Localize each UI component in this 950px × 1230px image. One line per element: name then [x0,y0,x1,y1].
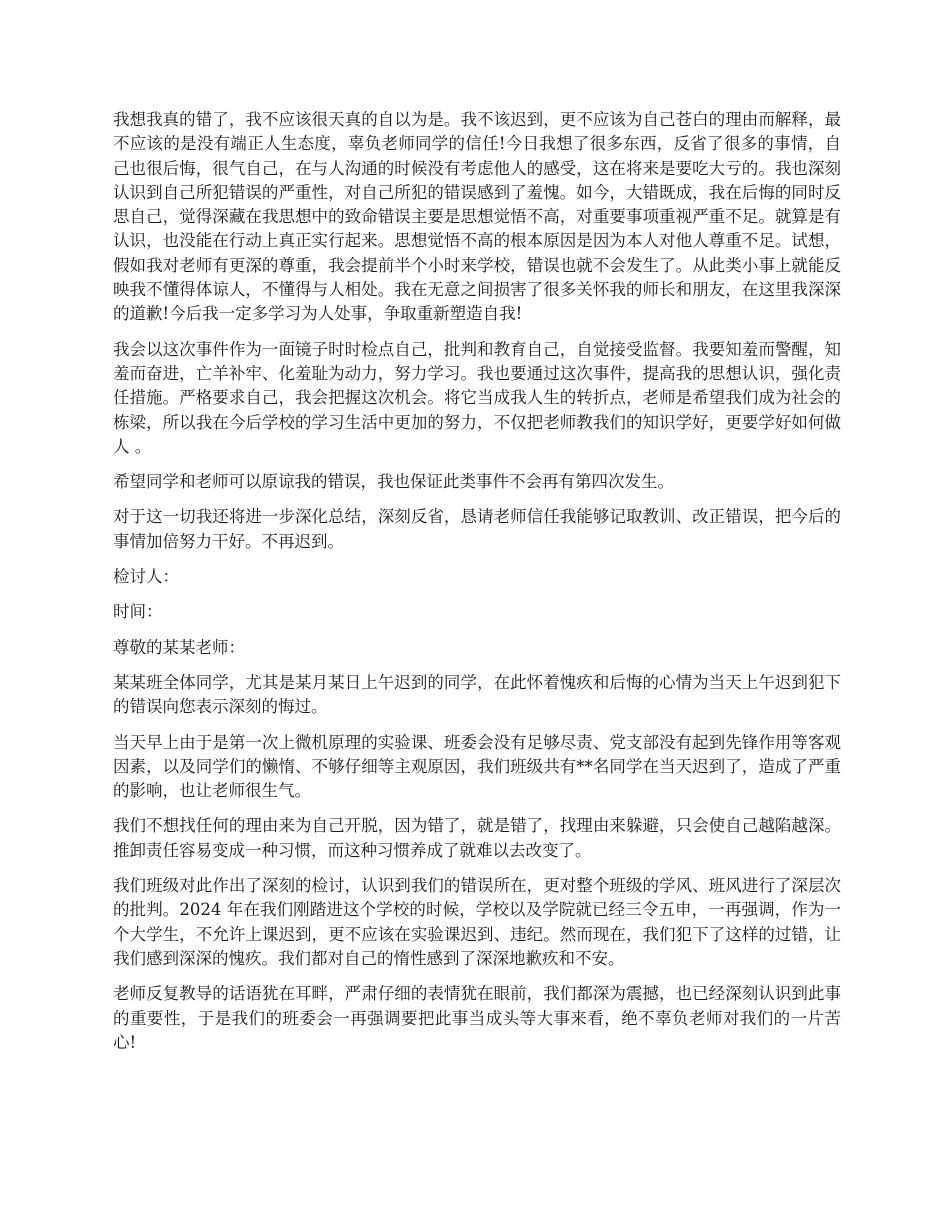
paragraph-forgiveness-request: 希望同学和老师可以原谅我的错误，我也保证此类事件不会再有第四次发生。 [113,472,674,492]
signature-label: 检讨人： [113,567,179,587]
paragraph-commitment: 老师反复教导的话语犹在耳畔，严肃仔细的表情犹在眼前，我们都深为震撼，也已经深刻认识到此事的重要性，于是我们的班委会一再强调要把此事当成头等大事来看，绝不辜负老师对我们的一片苦心! [113,984,841,1052]
paragraph-self-improvement: 我会以这次事件作为一面镜子时时检点自己，批判和教育自己，自觉接受监督。我要知羞而警醒，知羞而奋进，亡羊补牢、化羞耻为动力，努力学习。我也要通过这次事件，提高我的思想认识，强化责任措施。严格要求自己，我会把握这次机会。将它当成我人生的转折点，老师是希望我们成为社会的栋梁，所以我在今后学校的学习生活中更加的努力，不仅把老师教我们的知识学好，更要学好如何做人 。 [113,339,841,456]
paragraph-apology-reflection: 我想我真的错了，我不应该很天真的自以为是。我不该迟到，更不应该为自己苍白的理由而解释，最不应该的是没有端正人生态度，辜负老师同学的信任!今日我想了很多东西，反省了很多的事情，自己也很后悔，很气自己，在与人沟通的时候没有考虑他人的感受，这在将来是要吃大亏的。我也深刻认识到自己所犯错误的严重性，对自己所犯的错误感到了羞愧。如今，大错既成，我在后悔的同时反思自己，觉得深藏在我思想中的致命错误主要是思想觉悟不高，对重要事项重视严重不足。就算是有认识，也没能在行动上真正实行起来。思想觉悟不高的根本原因是因为本人对他人尊重不足。试想，假如我对老师有更深的尊重，我会提前半个小时来学校，错误也就不会发生了。从此类小事上就能反映我不懂得体谅人，不懂得与人相处。我在无意之间损害了很多关怀我的师长和朋友，在这里我深深的道歉!今后我一定多学习为人处事，争取重新塑造自我! [113,110,841,324]
paragraph-causes: 当天早上由于是第一次上微机原理的实验课、班委会没有足够尽责、党支部没有起到先锋作用等客观因素，以及同学们的懒惰、不够仔细等主观原因，我们班级共有**名同学在当天迟到了，造成了严重的影响，也让老师很生气。 [113,732,841,801]
paragraph-class-review: 我们班级对此作出了深刻的检讨，认识到我们的错误所在，更对整个班级的学风、班风进行了深层次的批判。2024 年在我们刚踏进这个学校的时候，学校以及学院就已经三令五申，一再强调，作为一个大学生，不允许上课迟到，更不应该在实验课迟到、违纪。然而现在，我们犯下了这样的过错，让我们感到深深的愧疚。我们都对自己的惰性感到了深深地歉疚和不安。 [113,876,841,968]
paragraph-class-apology: 某某班全体同学，尤其是某月某日上午迟到的同学，在此怀着愧疚和后悔的心情为当天上午迟到犯下的错误向您表示深刻的悔过。 [113,672,841,717]
date-label: 时间： [113,602,163,622]
paragraph-promise: 对于这一切我还将进一步深化总结，深刻反省，恳请老师信任我能够记取教训、改正错误，把今后的事情加倍努力干好。不再迟到。 [113,507,841,551]
salutation: 尊敬的某某老师： [113,637,245,657]
paragraph-no-excuses: 我们不想找任何的理由来为自己开脱，因为错了，就是错了，找理由来躲避，只会使自己越陷越深。推卸责任容易变成一种习惯，而这种习惯养成了就难以去改变了。 [113,816,841,860]
document-body [113,108,841,1066]
